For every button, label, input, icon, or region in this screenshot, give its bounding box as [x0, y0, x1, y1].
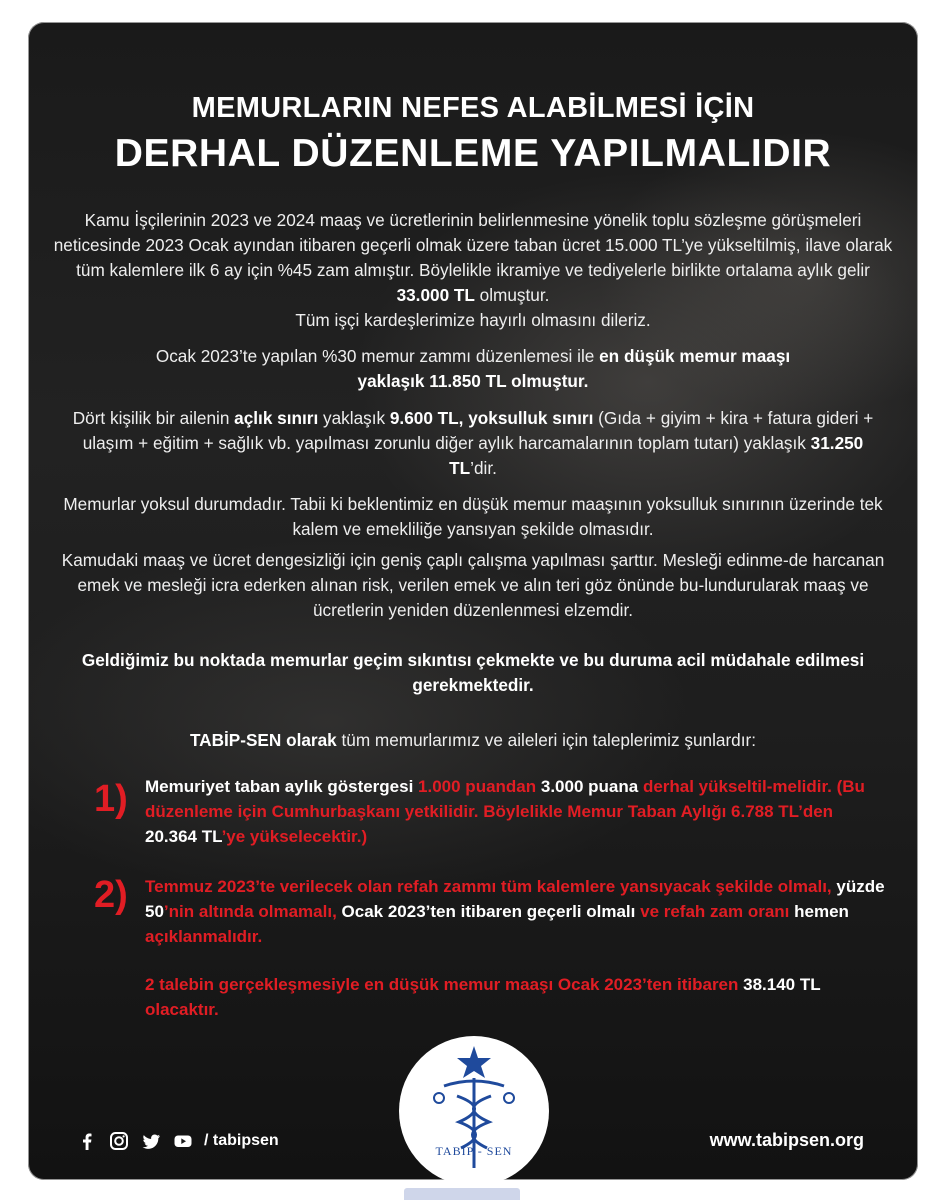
final-seg-1: 38.140 TL: [743, 975, 821, 994]
twitter-icon[interactable]: [140, 1130, 162, 1152]
p3-text-2: yaklaşık: [318, 408, 390, 428]
paragraph-kamu-isci: [48, 208, 898, 333]
p7-text: tüm memurlarımız ve aileleri için taleplerimiz şunlardır:: [336, 730, 757, 750]
final-statement: [145, 972, 845, 1022]
demand-2-seg-2: ’nin altında olmamalı,: [163, 902, 342, 921]
social-handle[interactable]: / tabipsen: [204, 1132, 279, 1149]
paragraph-memurlar-yoksul: Memurlar yoksul durumdadır. Tabii ki beklentimiz en düşük memur maaşının yoksulluk sınırının üzerinde tek kalem ve emekliliğe yansıyan şekilde olmasıdır.: [63, 494, 883, 539]
title-line-1: MEMURLARIN NEFES ALABİLMESİ İÇİN: [191, 92, 755, 124]
demand-1-seg-2: 3.000 puana: [540, 777, 643, 796]
next-image-peek: [404, 1188, 520, 1200]
logo-text: TABİP - SEN: [435, 1144, 513, 1158]
final-seg-2: olacaktır.: [145, 1000, 219, 1019]
website-link[interactable]: www.tabipsen.org: [709, 1130, 864, 1150]
demand-2-seg-5: hemen: [794, 902, 849, 921]
paragraph-maas-dengesizligi: Kamudaki maaş ve ücret dengesizliği için geniş çaplı çalışma yapılması şarttır. Mesleği edinme-de harcanan emek ve mesleği icra ederken alınan risk, verilen emek ve alın teri göz önünde bu-lundurularak maaş ve ücretlerin yeniden düzenlenmesi elzemdir.: [61, 550, 885, 620]
title-line-2: DERHAL DÜZENLEME YAPILMALIDIR: [114, 132, 832, 175]
poster: [28, 22, 918, 1180]
demand-1-seg-4: 20.364 TL: [145, 827, 222, 846]
p3-bold-yoksulluk: 9.600 TL, yoksulluk sınırı: [389, 408, 594, 428]
demand-1-seg-3: derhal yükseltil-melidir. (Bu düzenleme için Cumhurbaşkanı yetkilidir. Böylelikle Memur Taban Aylığı 6.788 TL’den: [145, 777, 865, 821]
p7-bold: TABİP-SEN olarak: [189, 730, 337, 750]
p3-text-end: ’dir.: [470, 458, 497, 478]
demand-number-2: 2): [94, 874, 128, 916]
youtube-icon[interactable]: [172, 1130, 194, 1152]
p2-bold: en düşük memur maaşı yaklaşık 11.850 TL olmuştur.: [357, 346, 791, 391]
p1-text-end: olmuştur.: [474, 285, 550, 305]
p3-text-3: (Gıda + giyim + kira + fatura gideri + ulaşım + eğitim + sağlık vb. yapılması zorunlu diğer aylık harcamalarının toplam tutarı) yaklaşık: [82, 408, 874, 453]
demand-2-seg-1: yüzde 50: [145, 877, 885, 921]
p2-text: Ocak 2023’te yapılan %30 memur zammı düzenlemesi ile: [155, 346, 600, 366]
p1-wish: Tüm işçi kardeşlerimize hayırlı olmasını dileriz.: [295, 310, 651, 330]
tabipsen-logo: [399, 1036, 549, 1180]
paragraph-gecim-sikintisi: Geldiğimiz bu noktada memurlar geçim sıkıntısı çekmekte ve bu duruma acil müdahale edilmesi gerekmektedir.: [81, 650, 865, 695]
demand-2-seg-3: Ocak 2023’ten itibaren geçerli olmalı: [341, 902, 641, 921]
facebook-icon[interactable]: [76, 1130, 98, 1152]
demand-2-seg-4: ve refah zam oranı: [640, 902, 795, 921]
p1-bold: 33.000 TL: [396, 285, 475, 305]
demand-1: [145, 774, 885, 849]
p3-text: Dört kişilik bir ailenin: [72, 408, 235, 428]
paragraph-memur-zam: [123, 344, 823, 394]
demand-2-seg-6: açıklanmalıdır.: [145, 927, 263, 946]
instagram-icon[interactable]: [108, 1130, 130, 1152]
demand-2: [145, 874, 885, 949]
p3-bold-aclik: açlık sınırı: [234, 408, 319, 428]
social-links: [76, 1130, 279, 1152]
paragraph-aclik-siniri: [63, 406, 883, 481]
final-seg-0: 2 talebin gerçekleşmesiyle en düşük memur maaşı Ocak 2023’ten itibaren: [145, 975, 744, 994]
paragraph-talepler-intro: [48, 728, 898, 753]
p3-bold-tutar: 31.250 TL: [449, 433, 864, 478]
demand-1-seg-5: ’ye yükselecektir.): [221, 827, 368, 846]
demand-number-1: 1): [94, 778, 128, 820]
p1-text: Kamu İşçilerinin 2023 ve 2024 maaş ve ücretlerinin belirlenmesine yönelik toplu sözleşme görüşmeleri neticesinde 2023 Ocak ayından itibaren geçerli olmak üzere taban ücret 15.000 TL’ye yükseltilmiş, ilave olarak tüm kalemlere ilk 6 ay için %45 zam almıştır. Böylelikle ikramiye ve tediyelerle birlikte ortalama aylık gelir: [53, 210, 893, 280]
demand-2-seg-0: Temmuz 2023’te verilecek olan refah zammı tüm kalemlere yansıyacak şekilde olmalı,: [145, 877, 837, 896]
demand-1-seg-1: 1.000 puandan: [418, 777, 541, 796]
demand-1-seg-0: Memuriyet taban aylık göstergesi: [145, 777, 419, 796]
